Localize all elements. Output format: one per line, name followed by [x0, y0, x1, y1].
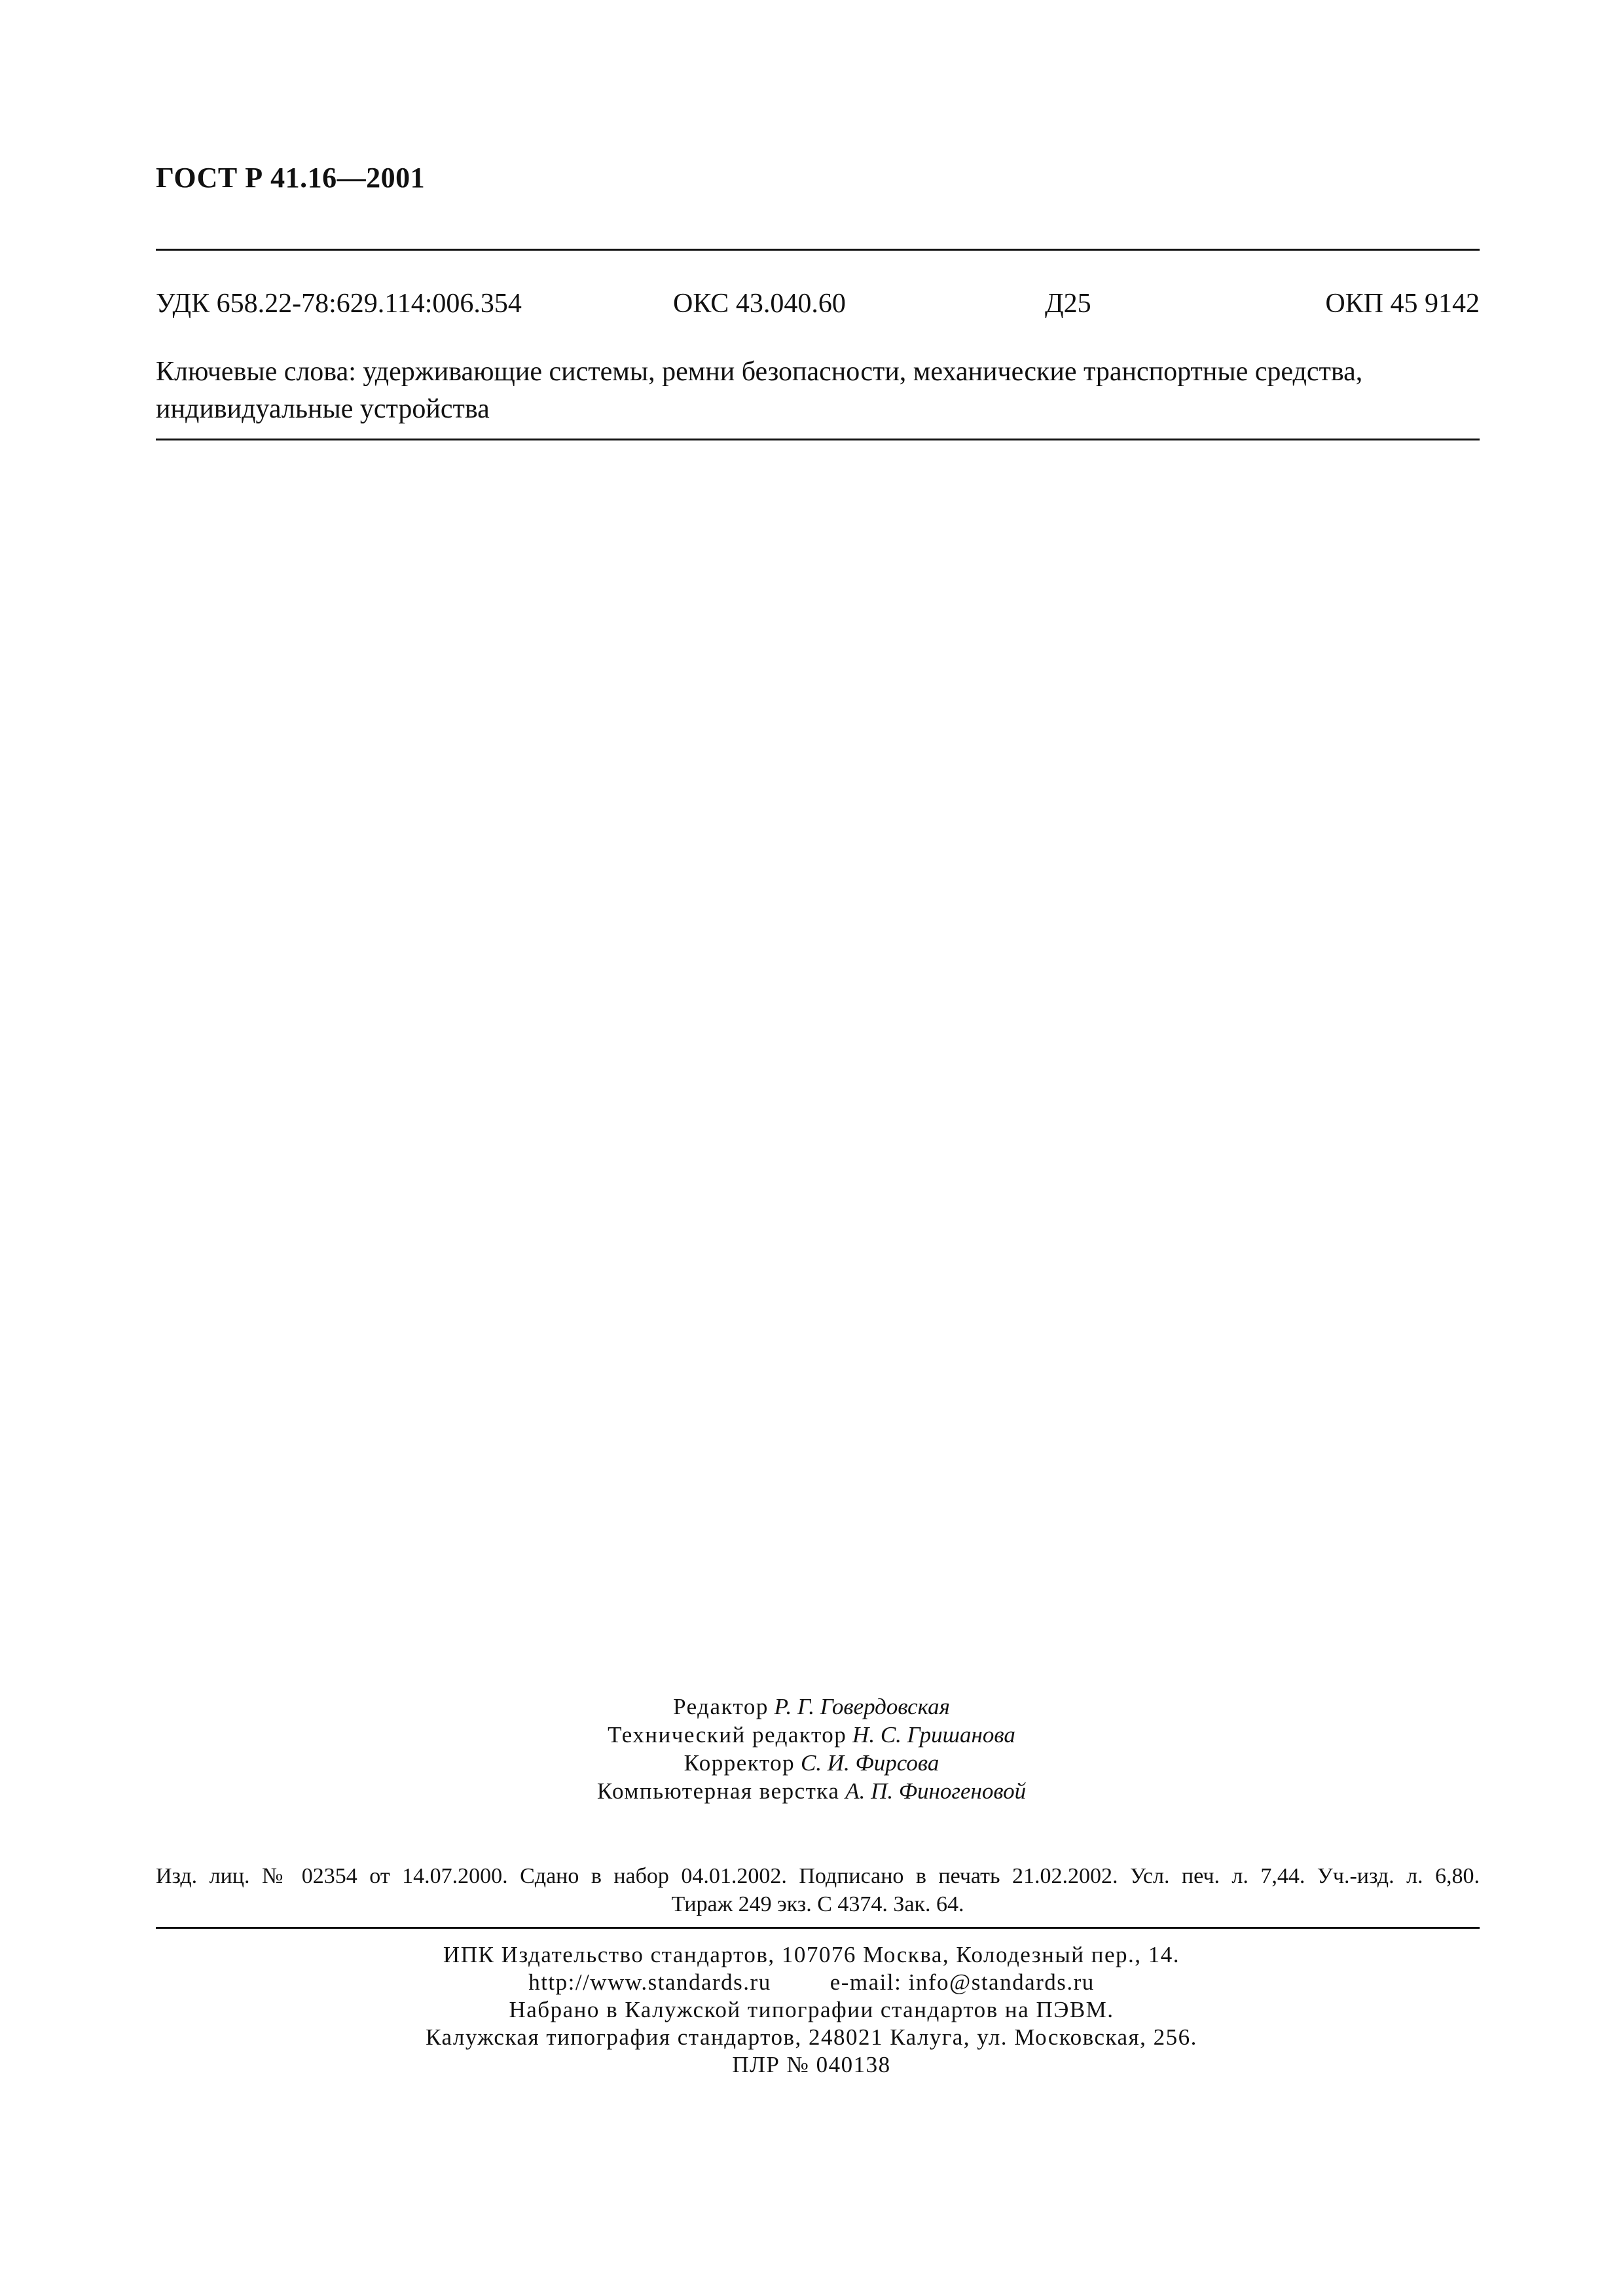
credit-role: Технический редактор [608, 1722, 847, 1748]
d-code: Д25 [1045, 289, 1091, 319]
okp-code: ОКП 45 9142 [1325, 289, 1480, 319]
editorial-credits [0, 1693, 1623, 1805]
credit-line [0, 1749, 1623, 1777]
credit-name: А. П. Финогеновой [845, 1778, 1027, 1804]
publisher-info [0, 1941, 1623, 2079]
credit-line [0, 1721, 1623, 1749]
imprint-divider [156, 1927, 1480, 1929]
credit-line [0, 1693, 1623, 1721]
typesetting-note: Набрано в Калужской типографии стандартов на ПЭВМ. [509, 1997, 1114, 2022]
plr-number: ПЛР № 040138 [732, 2052, 891, 2077]
publisher-address: ИПК Издательство стандартов, 107076 Москва, Колодезный пер., 14. [443, 1942, 1180, 1967]
keywords: Ключевые слова: удерживающие системы, ремни безопасности, механические транспортные средства, индивидуальные устройства [156, 357, 1363, 424]
credit-role: Компьютерная верстка [596, 1778, 840, 1804]
printing-house: Калужская типография стандартов, 248021 Калуга, ул. Московская, 256. [426, 2024, 1197, 2050]
credit-name: Н. С. Гришанова [852, 1722, 1015, 1748]
udk-code: УДК 658.22-78:629.114:006.354 [156, 289, 522, 319]
oks-code: ОКС 43.040.60 [673, 289, 846, 319]
credit-role: Корректор [684, 1750, 795, 1776]
credit-line [0, 1777, 1623, 1805]
credit-role: Редактор [673, 1694, 769, 1719]
classification-codes [156, 288, 1480, 327]
document-designation: ГОСТ Р 41.16—2001 [156, 162, 426, 194]
keywords-divider [156, 439, 1480, 440]
imprint-details: Изд. лиц. № 02354 от 14.07.2000. Сдано в набор 04.01.2002. Подписано в печать 21.02.2002. Усл. печ. л. 7,44. Уч.-изд. л. 6,80. [156, 1864, 1480, 1888]
publisher-contacts [0, 1969, 1623, 1996]
publisher-website[interactable]: http://www.standards.ru [528, 1969, 771, 1995]
publisher-email[interactable]: e-mail: info@standards.ru [830, 1969, 1095, 1995]
imprint-circulation: Тираж 249 экз. С 4374. Зак. 64. [671, 1892, 964, 1916]
credit-name: С. И. Фирсова [800, 1750, 939, 1776]
credit-name: Р. Г. Говердовская [774, 1694, 950, 1719]
top-divider [156, 249, 1480, 251]
print-imprint [156, 1862, 1480, 1918]
